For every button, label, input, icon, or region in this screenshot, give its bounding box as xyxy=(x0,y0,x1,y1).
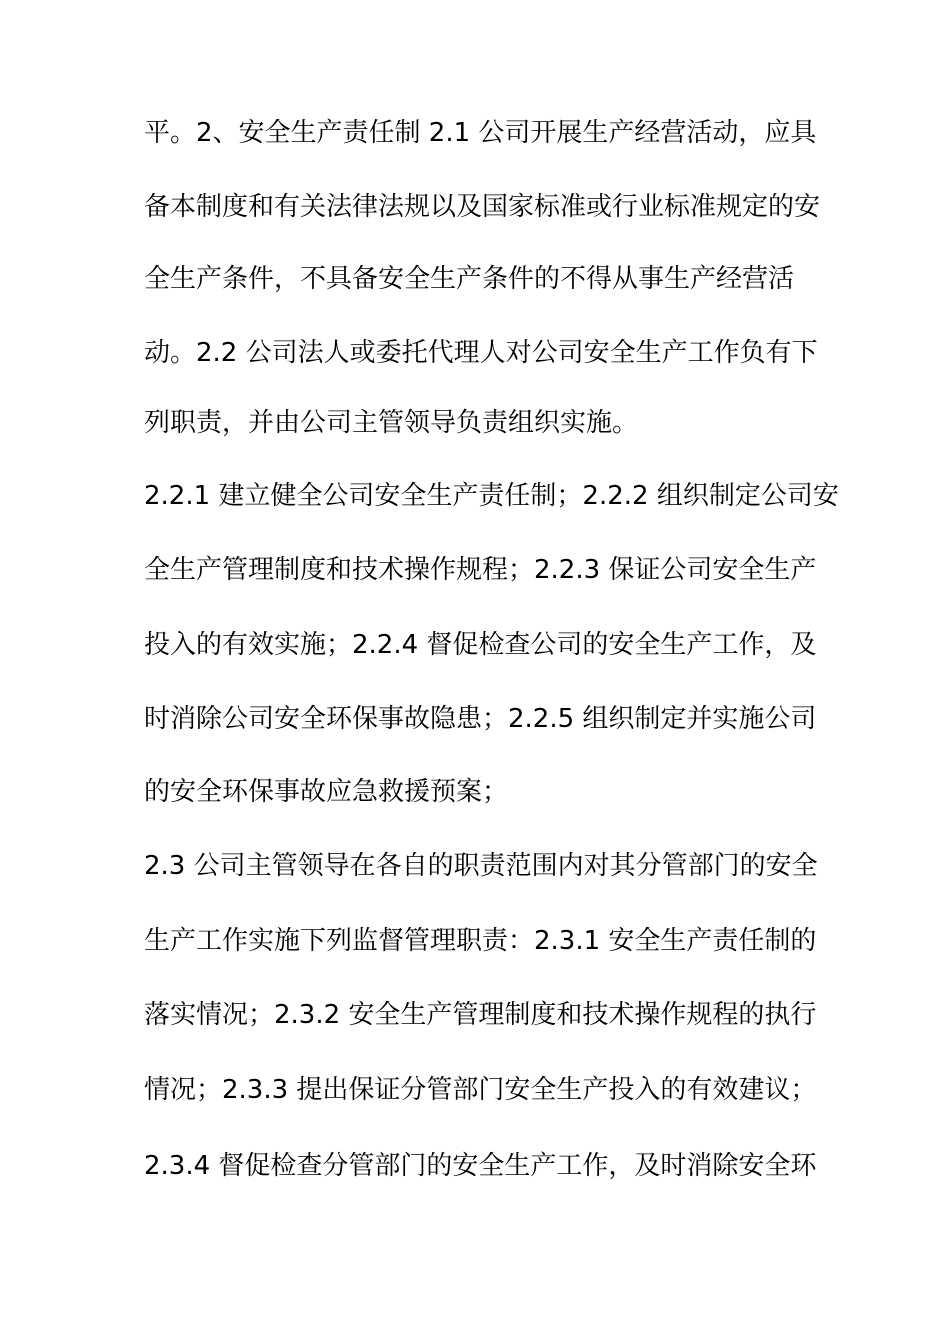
text-line-14: 情况；2.3.3 提出保证分管部门安全生产投入的有效建议； xyxy=(144,1075,817,1105)
text-line-9: 时消除公司安全环保事故隐患；2.2.5 组织制定并实施公司 xyxy=(144,704,817,734)
text-line-15: 2.3.4 督促检查分管部门的安全生产工作，及时消除安全环 xyxy=(144,1151,817,1181)
text-line-3: 全生产条件，不具备安全生产条件的不得从事生产经营活 xyxy=(144,264,795,294)
text-line-13: 落实情况；2.3.2 安全生产管理制度和技术操作规程的执行 xyxy=(144,1000,817,1030)
text-line-1: 平。2、安全生产责任制 2.1 公司开展生产经营活动，应具 xyxy=(144,118,817,148)
text-line-4: 动。2.2 公司法人或委托代理人对公司安全生产工作负有下 xyxy=(144,338,818,368)
text-line-7: 全生产管理制度和技术操作规程；2.2.3 保证公司安全生产 xyxy=(144,555,817,585)
text-line-8: 投入的有效实施；2.2.4 督促检查公司的安全生产工作，及 xyxy=(144,630,817,660)
text-line-6: 2.2.1 建立健全公司安全生产责任制；2.2.2 组织制定公司安 xyxy=(144,481,839,511)
text-line-2: 备本制度和有关法律法规以及国家标准或行业标准规定的安 xyxy=(144,192,821,222)
text-line-11: 2.3 公司主管领导在各自的职责范围内对其分管部门的安全 xyxy=(144,851,818,881)
text-line-12: 生产工作实施下列监督管理职责：2.3.1 安全生产责任制的 xyxy=(144,926,817,956)
text-line-5: 列职责，并由公司主管领导负责组织实施。 xyxy=(144,408,639,438)
text-line-10: 的安全环保事故应急救援预案； xyxy=(144,777,509,807)
